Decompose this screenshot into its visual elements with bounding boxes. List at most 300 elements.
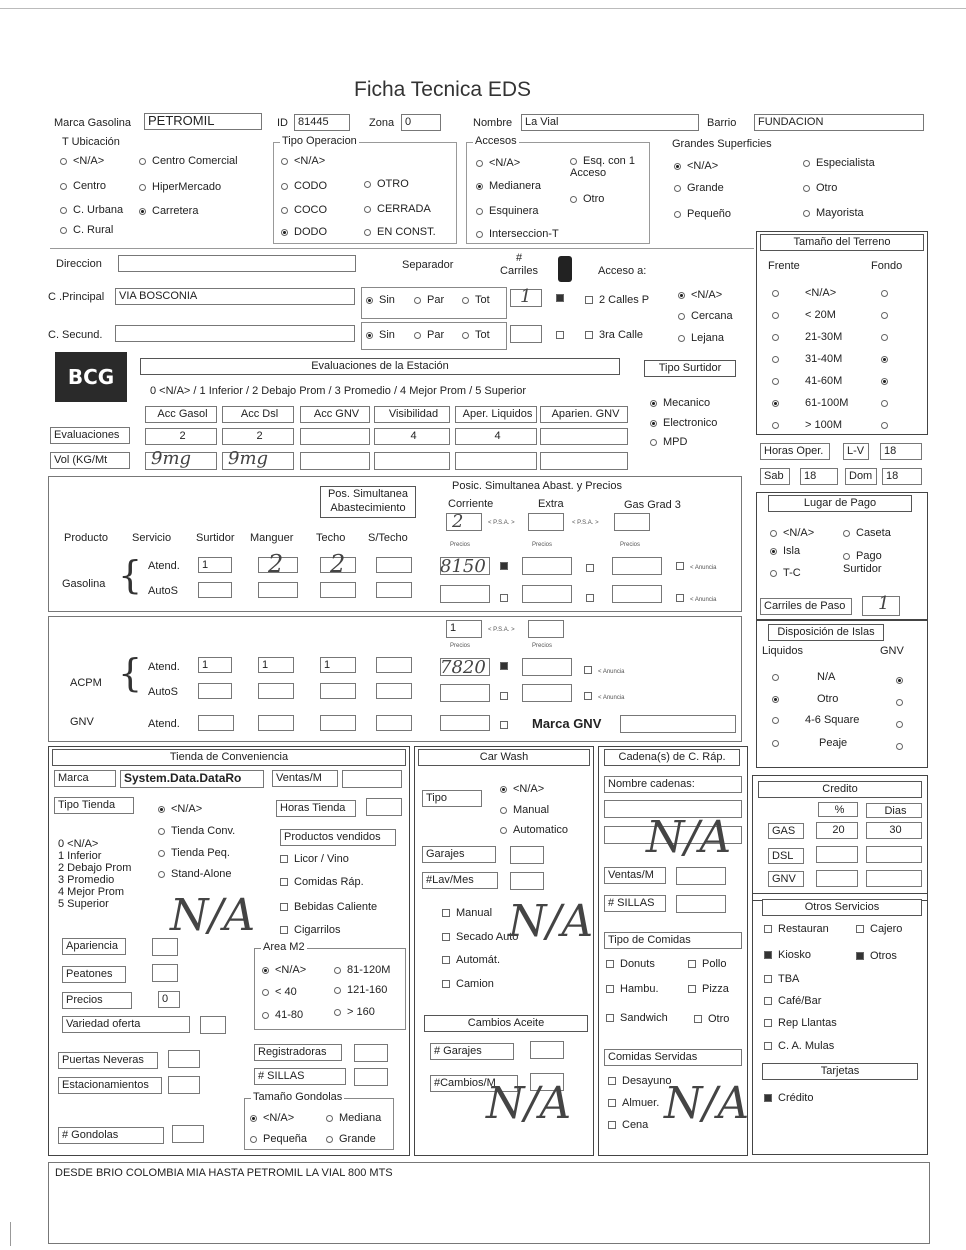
credito-dsl-pct[interactable] [816, 846, 858, 863]
serv-cajero[interactable]: Cajero [856, 923, 902, 935]
gnv-stecho-field[interactable] [376, 715, 412, 731]
tipo-surtidor-title: Tipo Surtidor [644, 360, 736, 377]
lv-field[interactable]: 18 [880, 443, 922, 460]
comments-box[interactable] [48, 1162, 930, 1244]
tarjetas-title: Tarjetas [762, 1063, 918, 1080]
gas-stecho-field[interactable] [376, 557, 412, 573]
tipo-tienda-stand[interactable]: Stand-Alone [158, 868, 232, 880]
tienda-scale-item: 5 Superior [58, 898, 109, 910]
marca-gnv-field[interactable] [620, 715, 736, 733]
gnv-anuncia-check[interactable] [500, 719, 514, 731]
product-header: S/Techo [368, 532, 408, 544]
tipo-comidas-label: Tipo de Comidas [604, 932, 742, 949]
tienda-scale-item: 3 Promedio [58, 874, 115, 886]
pos-simultanea-label: Pos. Simultanea Abastecimiento [320, 486, 416, 518]
gnv-precio-field[interactable] [440, 715, 490, 731]
serv-restauran[interactable]: Restauran [764, 923, 829, 935]
gnv-surtidor-field[interactable] [198, 715, 234, 731]
garajes-label: Garajes [422, 846, 496, 863]
tienda-scale [58, 838, 131, 910]
vol-cell[interactable] [455, 452, 537, 470]
terreno-fondo-radio [881, 422, 888, 429]
gs-especialista[interactable]: Especialista [803, 157, 875, 169]
nombre-cadenas-label: Nombre cadenas: [604, 776, 742, 793]
direccion-label: Direccion [56, 258, 102, 270]
gnv-atend-label: Atend. [148, 718, 180, 730]
vol-cell[interactable] [540, 452, 628, 470]
nombre-field[interactable]: La Vial [521, 114, 699, 131]
gondolas-title: Tamaño Gondolas [253, 1091, 343, 1103]
tipo-tienda-conv[interactable]: Tienda Conv. [158, 825, 235, 837]
oper-otro[interactable]: OTRO [364, 178, 409, 190]
gas-precios-tag-1: Precios [450, 542, 471, 548]
terreno-fondo-radio [881, 356, 888, 363]
terreno-size-row[interactable]: 21-30M [772, 331, 894, 343]
estacionamientos-field[interactable] [168, 1076, 200, 1094]
gas-psa-extra[interactable] [528, 513, 564, 531]
top-rule [0, 8, 966, 9]
acpm-psa-extra[interactable] [528, 620, 564, 638]
gasolina-label: Gasolina [62, 578, 106, 590]
servida-desayuno[interactable]: Desayuno [608, 1075, 672, 1087]
marca-gasolina-field[interactable]: PETROMIL [144, 113, 262, 130]
gas-autos-precio-3[interactable] [612, 585, 662, 603]
acpm-autos-chk-2[interactable]: < Anuncia [584, 690, 625, 702]
pago-surtidor[interactable]: Pago Surtidor [843, 550, 882, 575]
registradoras-label: Registradoras [254, 1044, 342, 1061]
surtidor-mecanico[interactable]: Mecanico [650, 397, 710, 409]
gs-otro[interactable]: Otro [803, 182, 837, 194]
corriente-label: Corriente [448, 498, 494, 510]
eval-cell[interactable]: 4 [455, 428, 537, 445]
comida-pollo[interactable]: Pollo [688, 958, 726, 970]
acpm-autos-precio-1[interactable] [440, 684, 490, 702]
carwash-automatico[interactable]: Automatico [500, 824, 568, 836]
sep-principal-sin[interactable]: Sin [366, 294, 395, 306]
acc-interseccion-t[interactable]: Interseccion-T [476, 228, 559, 240]
tarjeta-credito[interactable]: Crédito [764, 1092, 813, 1104]
operacion-title: Tipo Operacion [282, 135, 357, 147]
pago-title: Lugar de Pago [768, 495, 912, 512]
gnv-manguer-field[interactable] [258, 715, 294, 731]
serv-cafe[interactable]: Café/Bar [764, 995, 821, 1007]
cadena-sillas-label: # SILLAS [604, 895, 666, 912]
na-mark-aceite: N/A [486, 1078, 572, 1129]
tipo-tienda-peq[interactable]: Tienda Peq. [158, 847, 230, 859]
pago-tc[interactable]: T-C [770, 567, 801, 579]
puertas-label: Puertas Neveras [58, 1052, 158, 1069]
acpm-precios-tag-1: Precios [450, 643, 471, 649]
gas-precio-value: 8150 [440, 556, 486, 577]
horas-tienda-field[interactable] [366, 798, 402, 816]
acc-otro[interactable]: Otro [570, 193, 604, 205]
carriles-paso-value: 1 [878, 593, 890, 614]
terreno-size-row[interactable]: 31-40M [772, 353, 894, 365]
gas-anuncia-corriente[interactable] [500, 560, 514, 572]
terreno-frente-radio [772, 400, 779, 407]
gas-autos-precio-2[interactable] [522, 585, 572, 603]
terreno-fondo-radio [881, 334, 888, 341]
oper-codo[interactable]: CODO [281, 180, 327, 192]
sep-principal-tot[interactable]: Tot [462, 294, 490, 306]
acpm-autos-label: AutoS [148, 686, 178, 698]
islas-na[interactable]: N/A [772, 671, 835, 683]
id-label: ID [277, 117, 288, 129]
serv-otros[interactable]: Otros [856, 950, 897, 962]
gs-grande[interactable]: Grande [674, 182, 724, 194]
carwash-na[interactable]: <N/A> [500, 783, 544, 795]
product-header: Surtidor [196, 532, 235, 544]
sep-secund-tot[interactable]: Tot [462, 329, 490, 341]
gas-autos-chk-2[interactable] [586, 592, 600, 604]
comida-hambu[interactable]: Hambu. [606, 983, 659, 995]
zona-field[interactable]: 0 [401, 114, 441, 131]
eval-cell[interactable] [540, 428, 628, 445]
gondola-grande[interactable]: Grande [326, 1133, 376, 1145]
acceso-a-label: Acceso a: [598, 265, 647, 277]
c-secund-field[interactable] [115, 325, 355, 342]
tienda-marca-label: Marca [54, 770, 116, 787]
acc-medianera[interactable]: Medianera [476, 180, 541, 192]
eval-cell[interactable]: 4 [374, 428, 450, 445]
acpm-psa-field[interactable]: 1 [446, 620, 482, 638]
oper-na[interactable]: <N/A> [281, 155, 325, 167]
surtidor-mpd[interactable]: MPD [650, 436, 687, 448]
terreno-fondo-radio [881, 400, 888, 407]
islas-otro[interactable]: Otro [772, 693, 838, 705]
comida-sandwich[interactable]: Sandwich [606, 1012, 668, 1024]
acc-na[interactable]: <N/A> [476, 157, 520, 169]
acc-esquinera[interactable]: Esquinera [476, 205, 539, 217]
terreno-size-row[interactable]: <N/A> [772, 287, 894, 299]
dom-label: Dom [845, 468, 877, 485]
acpm-precio-value: 7820 [440, 657, 486, 678]
tienda-ventas-field[interactable] [342, 770, 402, 788]
tienda-sillas-field[interactable] [354, 1068, 388, 1086]
vol-handwritten: 9mg [151, 448, 192, 469]
ubic-c-urbana[interactable]: C. Urbana [60, 204, 123, 216]
barrio-field[interactable]: FUNDACION [754, 114, 924, 131]
terreno-title: Tamaño del Terreno [760, 234, 924, 251]
eval-column-header: Aparien. GNV [540, 406, 628, 423]
terreno-frente-radio [772, 312, 779, 319]
credito-gas-label: GAS [768, 823, 804, 839]
gs-mayorista[interactable]: Mayorista [803, 207, 864, 219]
sab-label: Sab [760, 468, 790, 485]
ubic-carretera[interactable]: Carretera [139, 205, 198, 217]
credito-pct-label: % [818, 802, 858, 817]
acpm-autos-precio-2[interactable] [522, 684, 572, 702]
variedad-field[interactable] [200, 1016, 226, 1034]
horas-oper-label: Horas Oper. [760, 443, 830, 460]
area-na[interactable]: <N/A> [262, 964, 306, 976]
gas-autos-precio-1[interactable] [440, 585, 490, 603]
terreno-size-row[interactable]: 61-100M [772, 397, 894, 409]
gas-anuncia-grad3[interactable]: < Anuncia [676, 560, 717, 572]
gondola-mediana[interactable]: Mediana [326, 1112, 381, 1124]
sab-field[interactable]: 18 [800, 468, 838, 485]
terreno-fondo-radio [881, 378, 888, 385]
acpm-anuncia-2[interactable]: < Anuncia [584, 664, 625, 676]
estacionamientos-label: Estacionamientos [58, 1077, 162, 1094]
acpm-precio-extra[interactable] [522, 658, 572, 676]
check-secund-1[interactable] [556, 329, 570, 341]
oper-cerrada[interactable]: CERRADA [364, 203, 431, 215]
carriles-secund-field[interactable] [510, 325, 542, 343]
n-gondolas-label: # Gondolas [58, 1127, 164, 1144]
ubic-c-rural[interactable]: C. Rural [60, 224, 113, 236]
gondola-pequena[interactable]: Pequeña [250, 1133, 307, 1145]
id-field[interactable]: 81445 [294, 114, 350, 131]
puertas-field[interactable] [168, 1050, 200, 1068]
na-mark-tienda: N/A [170, 890, 256, 941]
serv-kiosko[interactable]: Kiosko [764, 949, 811, 961]
terreno-frente-radio [772, 334, 779, 341]
tienda-ventas-label: Ventas/M [272, 770, 338, 787]
nombre-label: Nombre [473, 117, 513, 129]
credito-gnv-pct[interactable] [816, 870, 858, 887]
ubic-centro[interactable]: Centro [60, 180, 106, 192]
acc-esq-1-acceso[interactable]: Esq. con 1 Acceso [570, 155, 635, 179]
acpm-autos-techo[interactable] [320, 683, 356, 699]
prod-comidas[interactable]: Comidas Ráp. [280, 876, 364, 888]
posic-simultanea-label: Posic. Simultanea Abast. y Precios [452, 480, 622, 492]
gas-autos-surtidor[interactable] [198, 582, 232, 598]
tipo-tienda-label: Tipo Tienda [54, 797, 134, 814]
credito-dsl-dias[interactable] [866, 846, 922, 863]
gas-psa-grad3[interactable] [614, 513, 650, 531]
acceso-lejana[interactable]: Lejana [678, 332, 724, 344]
check-3ra-calle[interactable]: 3ra Calle [585, 329, 643, 341]
pago-caseta[interactable]: Caseta [843, 527, 891, 539]
terreno-fondo-label: Fondo [871, 260, 903, 272]
ubic-na[interactable]: <N/A> [60, 155, 104, 167]
page-title: Ficha Tecnica EDS [354, 78, 532, 101]
terreno-frente-radio [772, 290, 779, 297]
cw-manual-check[interactable]: Manual [442, 907, 492, 919]
cadena-sillas-field[interactable] [676, 895, 726, 913]
gs-na[interactable]: <N/A> [674, 160, 718, 172]
c-principal-field[interactable]: VIA BOSCONIA [115, 288, 355, 305]
eval-cell[interactable]: 2 [222, 428, 294, 445]
horas-tienda-label: Horas Tienda [276, 800, 356, 817]
acpm-anuncia-1[interactable] [500, 660, 514, 672]
credito-gas-pct[interactable]: 20 [816, 822, 858, 839]
vol-cell[interactable] [374, 452, 450, 470]
tienda-scale-item: 4 Mejor Prom [58, 886, 125, 898]
terreno-fondo-radio [881, 290, 888, 297]
ubic-centro-comercial[interactable]: Centro Comercial [139, 155, 238, 167]
cw-automat-check[interactable]: Automát. [442, 954, 500, 966]
cw-camion-check[interactable]: Camion [442, 978, 494, 990]
vol-row-label: Vol (KG/Mt [50, 452, 130, 469]
extra-label: Extra [538, 498, 564, 510]
credito-gnv-dias[interactable] [866, 870, 922, 887]
servicios-title: Otros Servicios [762, 899, 922, 916]
acpm-surtidor-field[interactable]: 1 [198, 657, 232, 673]
acpm-psa-tag: < P.S.A. > [488, 627, 515, 633]
gas-autos-chk-3[interactable]: < Anuncia [676, 592, 717, 604]
lv-label: L-V [843, 443, 869, 460]
marca-gasolina-label: Marca Gasolina [54, 117, 132, 129]
gas-autos-stecho[interactable] [376, 582, 412, 598]
aceite-garajes-label: # Garajes [430, 1043, 514, 1060]
cadena-ventas-field[interactable] [676, 867, 726, 885]
islas-peaje[interactable]: Peaje [772, 737, 847, 749]
check-principal-1[interactable] [556, 292, 570, 304]
precios-field[interactable]: 0 [158, 991, 180, 1008]
gasolina-brace: { [118, 553, 143, 597]
c-principal-label: C .Principal [48, 291, 105, 303]
area-lt40[interactable]: < 40 [262, 986, 297, 998]
evaluaciones-scale: 0 <N/A> / 1 Inferior / 2 Debajo Prom / 3 Promedio / 4 Mejor Prom / 5 Superior [150, 385, 526, 397]
terreno-size-row[interactable]: > 100M [772, 419, 894, 431]
eval-cell[interactable] [300, 428, 370, 445]
sep-secund-sin[interactable]: Sin [366, 329, 395, 341]
area-81-120[interactable]: 81-120M [334, 964, 390, 976]
comida-pizza[interactable]: Pizza [688, 983, 729, 995]
lav-mes-field[interactable] [510, 872, 544, 890]
eval-column-header: Visibilidad [374, 406, 450, 423]
productos-vendidos-label: Productos vendidos [280, 829, 396, 846]
area-121-160[interactable]: 121-160 [334, 984, 387, 996]
pago-isla[interactable]: Isla [770, 545, 800, 557]
terreno-frente-label: Frente [768, 260, 800, 272]
acpm-autos-stecho[interactable] [376, 683, 412, 699]
lav-mes-label: #Lav/Mes [422, 872, 498, 889]
gs-pequeno[interactable]: Pequeño [674, 208, 731, 220]
credito-title: Credito [758, 781, 922, 798]
gas-techo-value: 2 [330, 550, 346, 578]
tienda-marca-field[interactable]: System.Data.DataRo [120, 770, 264, 788]
gas-autos-techo[interactable] [320, 582, 356, 598]
pago-na[interactable]: <N/A> [770, 527, 814, 539]
comidas-servidas-label: Comidas Servidas [604, 1049, 742, 1066]
c-secund-label: C. Secund. [48, 329, 103, 341]
gondola-na[interactable]: <N/A> [250, 1112, 294, 1124]
tienda-sillas-label: # SILLAS [254, 1068, 346, 1085]
product-header: Servicio [132, 532, 172, 544]
credito-dias-label: Dias [866, 803, 922, 818]
cadena-ventas-label: Ventas/M [604, 867, 666, 884]
garajes-field[interactable] [510, 846, 544, 864]
oper-dodo[interactable]: DODO [281, 226, 327, 238]
n-gondolas-field[interactable] [172, 1125, 204, 1143]
comida-donuts[interactable]: Donuts [606, 958, 655, 970]
acceso-cercana[interactable]: Cercana [678, 310, 733, 322]
eval-cell[interactable]: 2 [145, 428, 217, 445]
credito-gas-dias[interactable]: 30 [866, 822, 922, 839]
dom-field[interactable]: 18 [882, 468, 922, 485]
registradoras-field[interactable] [354, 1044, 388, 1062]
evaluaciones-row-label: Evaluaciones [50, 427, 130, 444]
acpm-techo-field[interactable]: 1 [320, 657, 356, 673]
grandes-title: Grandes Superficies [672, 138, 772, 150]
vol-cell[interactable] [300, 452, 370, 470]
gnv-label: GNV [70, 716, 94, 728]
gnv-techo-field[interactable] [320, 715, 356, 731]
islas-title: Disposición de Islas [768, 624, 884, 641]
tienda-scale-item: 2 Debajo Prom [58, 862, 132, 874]
serv-tba[interactable]: TBA [764, 973, 799, 985]
tipo-tienda-na[interactable]: <N/A> [158, 803, 202, 815]
acpm-label: ACPM [70, 677, 102, 689]
terreno-size-row[interactable]: 41-60M [772, 375, 894, 387]
comida-otro[interactable]: Otro [694, 1013, 729, 1025]
separador-label: Separador [402, 259, 454, 271]
gas-anuncia-extra[interactable] [586, 562, 600, 574]
carwash-manual[interactable]: Manual [500, 804, 549, 816]
serv-mulas[interactable]: C. A. Mulas [764, 1040, 834, 1052]
sep-principal-par[interactable]: Par [414, 294, 444, 306]
tienda-scale-item: 0 <N/A> [58, 838, 99, 850]
gasolina-atend-label: Atend. [148, 560, 180, 572]
acceso-na[interactable]: <N/A> [678, 289, 722, 301]
product-header: Techo [316, 532, 346, 544]
accesos-title: Accesos [475, 135, 517, 147]
area-41-80[interactable]: 41-80 [262, 1009, 303, 1021]
acpm-manguer-field[interactable]: 1 [258, 657, 294, 673]
acpm-autos-manguer[interactable] [258, 683, 294, 699]
gas-autos-chk-1[interactable] [500, 592, 514, 604]
islas-square[interactable]: 4-6 Square [772, 714, 859, 726]
cw-secado-check[interactable]: Secado Auto [442, 931, 518, 943]
acpm-stecho-field[interactable] [376, 657, 412, 673]
gas-precio-extra[interactable] [522, 557, 572, 575]
islas-gnv-radios[interactable] [896, 669, 909, 757]
prod-licor[interactable]: Licor / Vino [280, 853, 349, 865]
ubic-hipermercado[interactable]: HiperMercado [139, 181, 221, 193]
terreno-size-row[interactable]: < 20M [772, 309, 894, 321]
gas-precio-grad3[interactable] [612, 557, 662, 575]
servida-cena[interactable]: Cena [608, 1119, 648, 1131]
terreno-frente-radio [772, 356, 779, 363]
oper-coco[interactable]: COCO [281, 204, 327, 216]
acpm-atend-label: Atend. [148, 661, 180, 673]
acpm-autos-surtidor[interactable] [198, 683, 232, 699]
gasolina-autos-label: AutoS [148, 585, 178, 597]
peatones-field[interactable] [152, 964, 178, 982]
sep-secund-par[interactable]: Par [414, 329, 444, 341]
servida-almuerzo[interactable]: Almuer. [608, 1097, 659, 1109]
direccion-field[interactable] [118, 255, 356, 272]
vol-handwritten: 9mg [228, 448, 269, 469]
serv-llantas[interactable]: Rep Llantas [764, 1017, 837, 1029]
peatones-label: Peatones [62, 966, 126, 983]
cambios-aceite-title: Cambios Aceite [424, 1015, 588, 1032]
carriles-principal-value: 1 [520, 286, 532, 307]
gas-autos-manguer[interactable] [258, 582, 298, 598]
check-2-calles-p[interactable]: 2 Calles P [585, 294, 649, 306]
surtidor-electronico[interactable]: Electronico [650, 417, 717, 429]
prod-bebidas[interactable]: Bebidas Caliente [280, 901, 377, 913]
cadena-title: Cadena(s) de C. Ráp. [604, 749, 740, 766]
product-header: Manguer [250, 532, 294, 544]
prod-cigarrillos[interactable]: Cigarrilos [280, 924, 340, 936]
precios-label: Precios [62, 992, 132, 1009]
carriles-label: # Carriles [500, 252, 538, 277]
aceite-garajes-field[interactable] [530, 1041, 564, 1059]
islas-gnv-label: GNV [880, 645, 904, 657]
gas-precios-tag-2: Precios [532, 542, 553, 548]
gas-surtidor-field[interactable]: 1 [198, 557, 232, 573]
variedad-label: Variedad oferta [62, 1016, 190, 1033]
terreno-frente-radio [772, 378, 779, 385]
oper-en-const[interactable]: EN CONST. [364, 226, 436, 238]
area-gt160[interactable]: > 160 [334, 1006, 375, 1018]
tienda-title: Tienda de Conveniencia [52, 749, 406, 766]
acpm-autos-chk-1[interactable] [500, 690, 514, 702]
